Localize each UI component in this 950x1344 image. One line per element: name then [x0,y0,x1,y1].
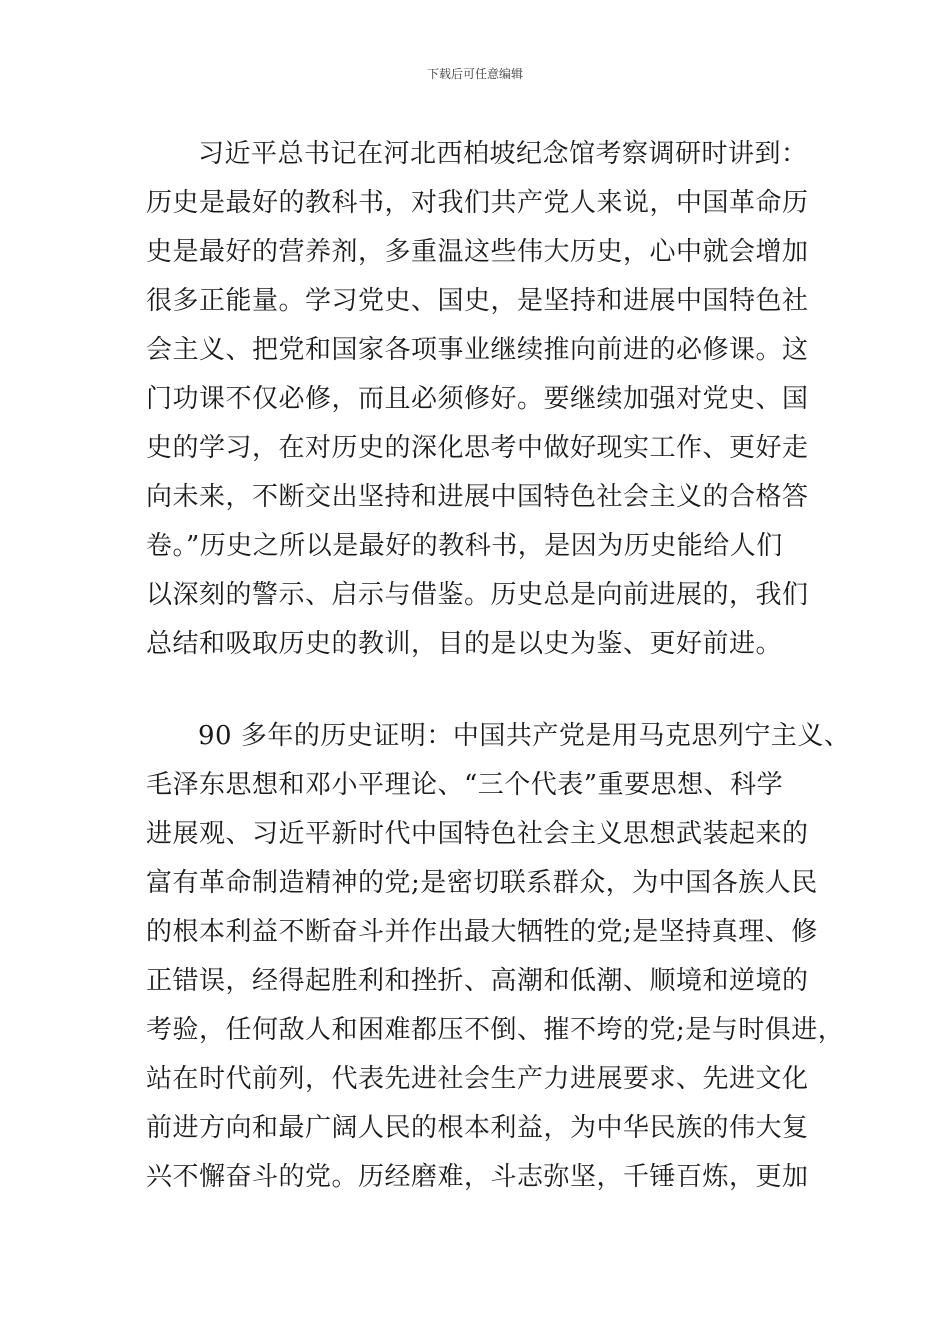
text-line: 史的学习，在对历史的深化思考中做好现实工作、更好走 [146,433,809,463]
text-line: 正错误，经得起胜利和挫折、高潮和低潮、顺境和逆境的 [146,966,809,996]
text-line: 站在时代前列，代表先进社会生产力进展要求、先进文化 [146,1064,809,1094]
text-line: 史是最好的营养剂，多重温这些伟大历史，心中就会增加 [146,237,809,267]
text-line: 富有革命制造精神的党;是密切联系群众，为中国各族人民 [146,868,818,898]
text-line: 的根本利益不断奋斗并作出最大牺牲的党;是坚持真理、修 [146,917,818,947]
text-line: 门功课不仅必修，而且必须修好。要继续加强对党史、国 [146,384,809,414]
text-line: 进展观、习近平新时代中国特色社会主义思想武装起来的 [146,819,809,849]
text-line: 考验，任何敌人和困难都压不倒、摧不垮的党;是与时俱进， [146,1015,845,1045]
paragraph-2 [146,712,851,1202]
document-body [146,130,851,1202]
text-line: 历史是最好的教科书，对我们共产党人来说，中国革命历 [146,188,809,218]
text-line: 很多正能量。学习党史、国史，是坚持和进展中国特色社 [146,286,809,316]
text-line: 90 多年的历史证明：中国共产党是用马克思列宁主义、 [198,721,851,751]
text-line: 卷。”历史之所以是最好的教科书，是因为历史能给人们 [146,531,783,561]
paragraph-1 [146,130,836,669]
text-line: 总结和吸取历史的教训，目的是以史为鉴、更好前进。 [146,629,783,659]
text-line: 前进方向和最广阔人民的根本利益，为中华民族的伟大复 [146,1113,809,1143]
text-line: 向未来，不断交出坚持和进展中国特色社会主义的合格答 [146,482,809,512]
text-line: 兴不懈奋斗的党。历经磨难，斗志弥坚，千锤百炼，更加 [146,1162,809,1192]
text-line: 习近平总书记在河北西柏坡纪念馆考察调研时讲到： [198,139,808,169]
page-header: 下载后可任意编辑 [426,67,523,81]
text-line: 毛泽东思想和邓小平理论、“三个代表”重要思想、科学 [146,770,784,800]
text-line: 以深刻的警示、启示与借鉴。历史总是向前进展的，我们 [146,580,809,610]
text-line: 会主义、把党和国家各项事业继续推向前进的必修课。这 [146,335,809,365]
